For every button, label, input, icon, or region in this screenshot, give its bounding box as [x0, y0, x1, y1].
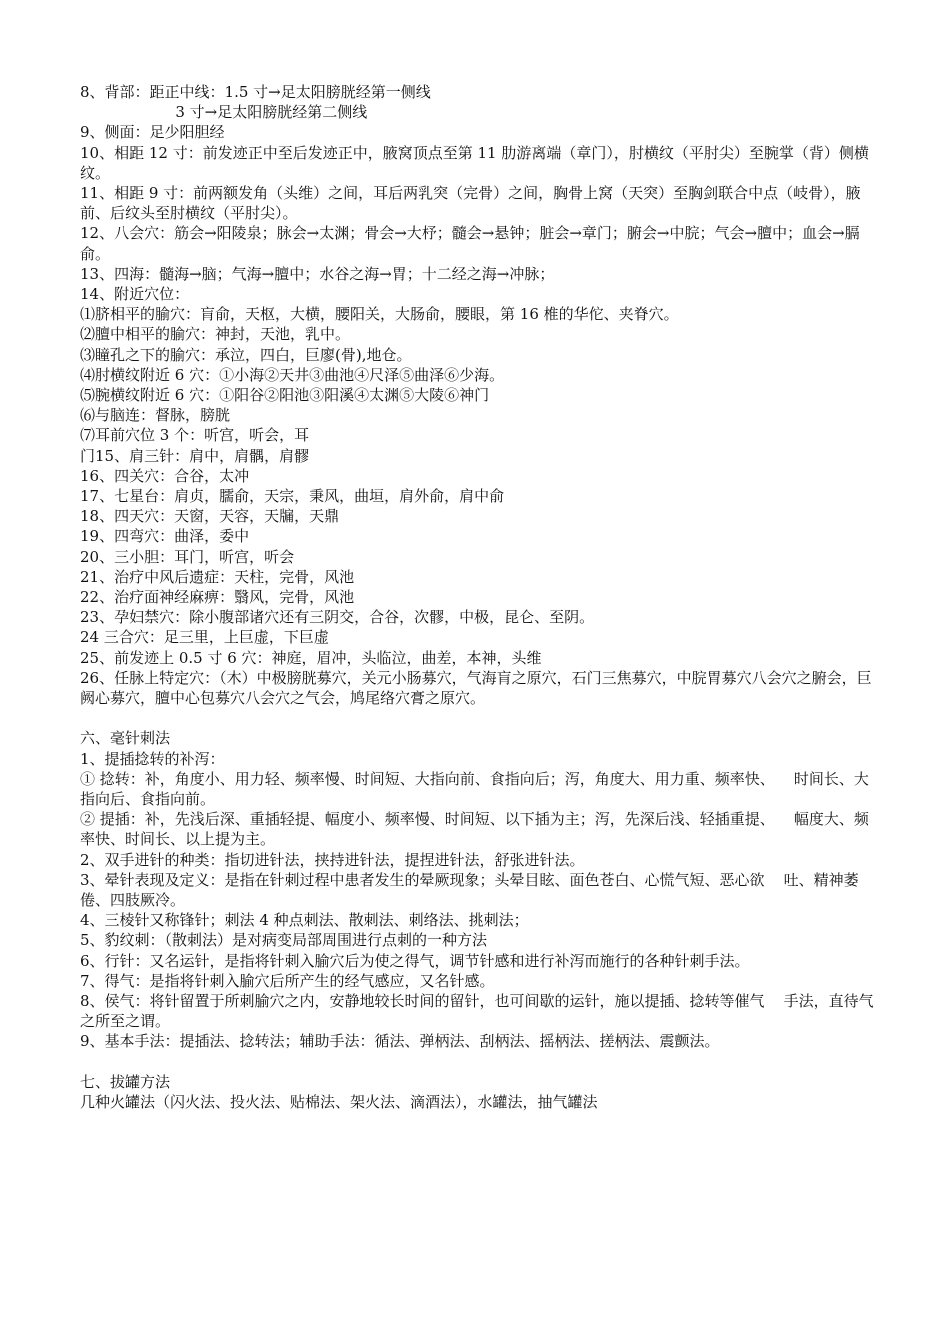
text-line: 几种火罐法（闪火法、投火法、贴棉法、架火法、滴酒法），水罐法，抽气罐法 [80, 1092, 598, 1111]
blank-line [80, 1052, 875, 1072]
text-line: 1、提插捻转的补泻： [80, 749, 225, 768]
text-line: 13、四海：髓海→脑；气海→膻中；水谷之海→胃；十二经之海→冲脉； [80, 264, 555, 283]
text-line: 4、三棱针又称锋针；刺法 4 种点刺法、散刺法、刺络法、挑刺法； [80, 911, 529, 930]
text-line: ⑹与脑连：督脉，膀胱 [80, 406, 231, 425]
text-line: 2、双手进针的种类：指切进针法，挟持进针法，提捏进针法，舒张进针法。 [80, 850, 585, 869]
text-line: ② 提插：补，先浅后深、重插轻提、幅度小、频率慢、时间短、以下插为主；泻，先深后浅、轻插重提、 幅度大、频率快、时间长、以上提为主。 [80, 810, 869, 849]
text-line: 25、前发迹上 0.5 寸 6 穴：神庭，眉冲，头临泣，曲差，本神，头维 [80, 648, 542, 667]
text-line: 8、背部：距正中线：1.5 寸→足太阳膀胱经第一侧线 [80, 83, 431, 101]
text-line: 8、侯气：将针留置于所刺腧穴之内，安静地较长时间的留针，也可间歇的运针，施以提插、捻转等催气 手法，直待气之所至之谓。 [80, 991, 874, 1031]
text-line: ⑴脐相平的腧穴：肓俞，天枢，大横，腰阳关，大肠俞，腰眼，第 16 椎的华佗、夹脊穴。 [80, 305, 679, 324]
text-line: 5、豹纹刺：（散刺法）是对病变局部周围进行点刺的一种方法 [80, 931, 488, 950]
text-line: 6、行针：又名运针，是指将针刺入腧穴后为使之得气，调节针感和进行补泻而施行的各种针刺手法。 [80, 951, 750, 970]
text-line: 门15、肩三针：肩中，肩髃，肩髎 [80, 446, 310, 465]
text-line: ⑷肘横纹附近 6 穴：①小海②天井③曲池④尺泽⑤曲泽⑥少海。 [80, 365, 505, 384]
text-line: 17、七星台：肩贞，臑俞，天宗，秉风，曲垣，肩外俞，肩中俞 [80, 487, 505, 506]
text-line: ⑸腕横纹附近 6 穴：①阳谷②阳池③阳溪④太渊⑤大陵⑥神门 [80, 386, 490, 405]
text-line: 22、治疗面神经麻痹：翳风，完骨，风池 [80, 588, 355, 607]
text-line: 12、八会穴：筋会→阳陵泉；脉会→太渊；骨会→大杼；髓会→悬钟；脏会→章门；腑会→中脘；气会→膻中；血会→膈俞。 [80, 224, 860, 263]
text-line: 24 三合穴：足三里，上巨虚，下巨虚 [80, 628, 329, 647]
text-line: 7、得气：是指将针刺入腧穴后所产生的经气感应，又名针感。 [80, 971, 495, 990]
text-line: 3、晕针表现及定义：是指在针刺过程中患者发生的晕厥现象；头晕目眩、面色苍白、心慌气短、恶心欲 吐、精神萎倦、四肢厥冷。 [80, 870, 859, 909]
text-line: ⑵膻中相平的腧穴：神封，天池，乳中。 [80, 325, 351, 344]
text-line: 21、治疗中风后遗症：天柱，完骨，风池 [80, 567, 355, 586]
text-line: 26、任脉上特定穴：（木）中极膀胱募穴，关元小肠募穴，气海肓之原穴，石门三焦募穴，中脘胃募穴八会穴之腑会，巨阙心募穴，膻中心包募穴八会穴之气会，鸠尾络穴膏之原穴。 [80, 668, 872, 708]
text-line: 20、三小胆：耳门，听宫，听会 [80, 547, 295, 566]
text-line: 七、拔罐方法 [80, 1072, 171, 1091]
text-line: 11、相距 9 寸：前两额发角（头维）之间，耳后两乳突（完骨）之间，胸骨上窝（天突）至胸剑联合中点（岐骨），腋前、后纹头至肘横纹（平肘尖）。 [80, 184, 861, 223]
text-line: ⑺耳前穴位 3 个：听宫，听会，耳 [80, 426, 310, 445]
text-line: 六、毫针刺法 [80, 729, 171, 748]
text-line: ① 捻转：补，角度小、用力轻、频率慢、时间短、大指向前、食指向后；泻，角度大、用力重、频率快、 时间长、大指向后、食指向前。 [80, 769, 869, 808]
text-line: 14、附近穴位： [80, 285, 190, 304]
text-line: 10、相距 12 寸：前发迹正中至后发迹正中，腋窝顶点至第 11 肋游离端（章门），肘横纹（平肘尖）至腕掌（背）侧横纹。 [80, 143, 869, 182]
text-line: 18、四天穴：天窗，天容，天牖，天鼎 [80, 507, 340, 526]
text-line: 16、四关穴：合谷，太冲 [80, 466, 250, 485]
text-line: ⑶瞳孔之下的腧穴：承泣，四白，巨廖(骨),地仓。 [80, 345, 412, 364]
text-line: 9、侧面：足少阳胆经 [80, 123, 225, 142]
text-line: 3 寸→足太阳膀胱经第二侧线 [80, 103, 368, 122]
text-line: 23、孕妇禁穴：除小腹部诸穴还有三阴交，合谷，次髎，中极，昆仑、至阴。 [80, 608, 595, 627]
blank-line [80, 708, 875, 728]
text-line: 19、四弯穴：曲泽，委中 [80, 527, 250, 546]
document-page [80, 82, 875, 1112]
text-line: 9、基本手法：提插法、捻转法；辅助手法：循法、弹柄法、刮柄法、摇柄法、搓柄法、震颤法。 [80, 1032, 720, 1051]
